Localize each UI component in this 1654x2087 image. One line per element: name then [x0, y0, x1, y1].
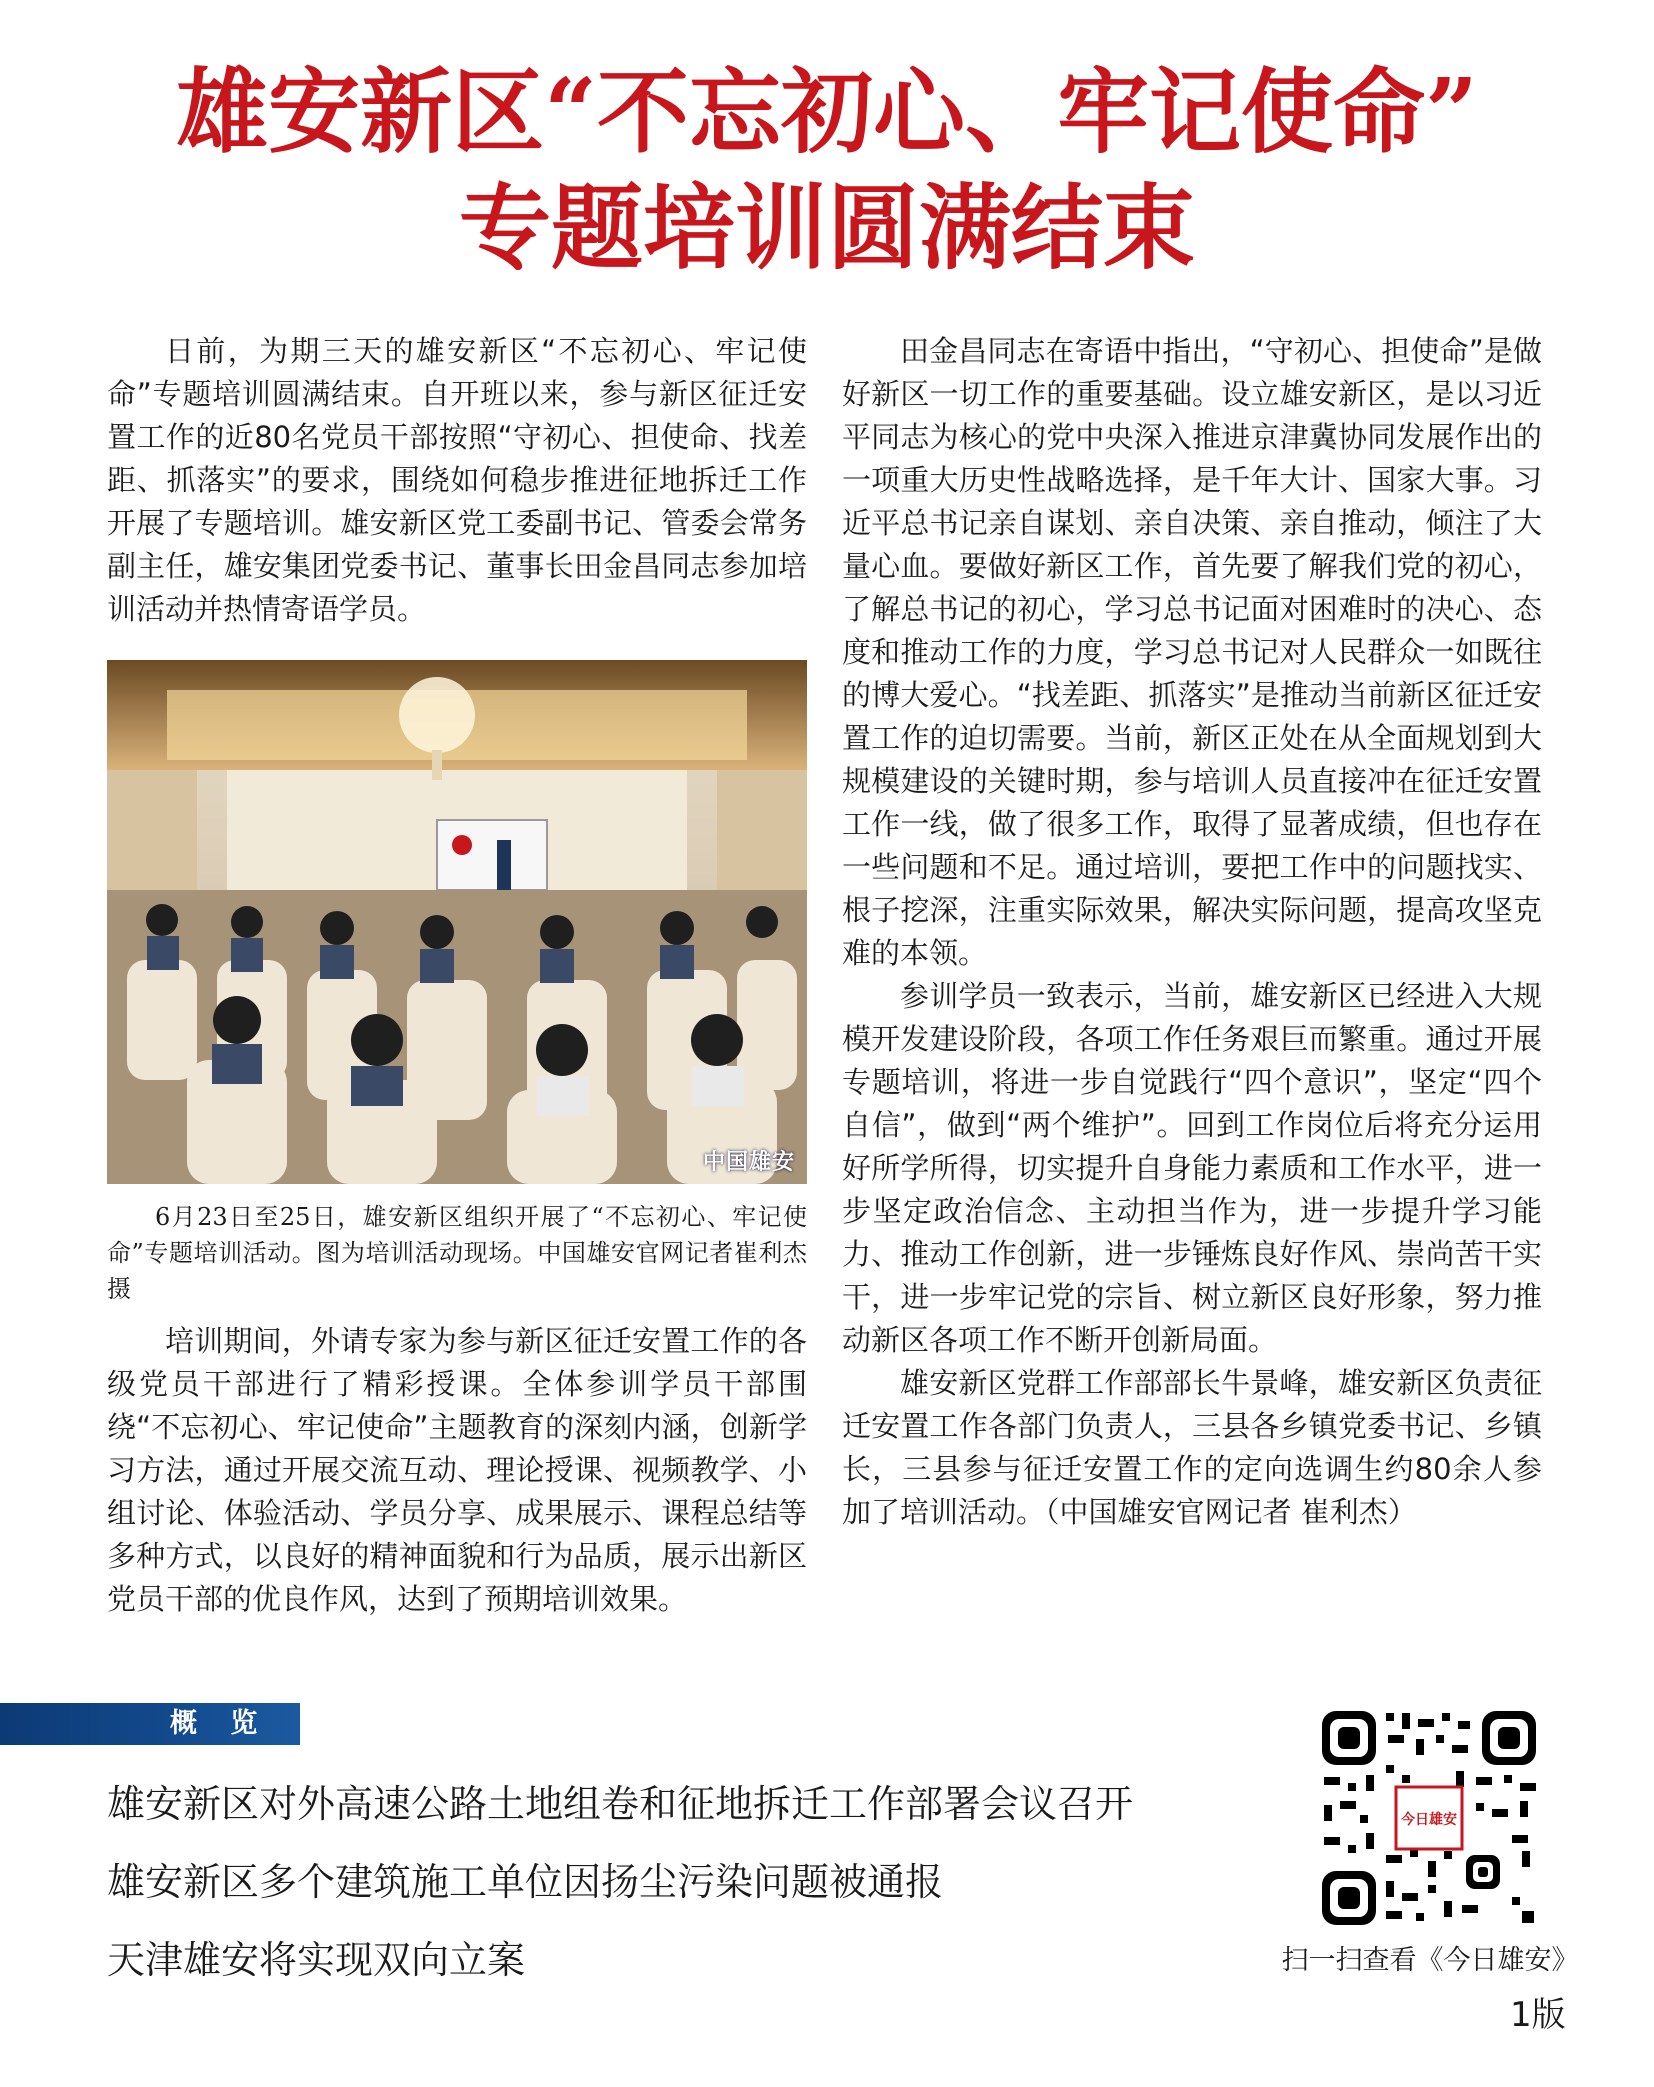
photo-caption: 6月23日至25日，雄安新区组织开展了“不忘初心、牢记使命”专题培训活动。图为培训活动现场。中国雄安官网记者崔利杰 摄: [107, 1203, 807, 1303]
article-paragraph: 日前，为期三天的雄安新区“不忘初心、牢记使命”专题培训圆满结束。自开班以来，参与新区征迁安置工作的近80名党员干部按照“守初心、担使命、找差距、抓落实”的要求，围绕如何稳步推进征地拆迁工作开展了专题培训。雄安新区党工委副书记、管委会常务副主任，雄安集团党委书记、董事长田金昌同志参加培训活动并热情寄语学员。: [107, 334, 807, 626]
qr-code[interactable]: [1316, 1705, 1542, 1931]
overview-label: 概 览: [170, 1708, 270, 1739]
headline-line-1: 雄安新区“不忘初心、牢记使命”: [176, 58, 1478, 166]
headline-line-2: 专题培训圆满结束: [458, 174, 1195, 282]
article-column-left-bottom: [107, 1320, 807, 1621]
qr-center-label: 今日雄安: [1401, 1812, 1457, 1828]
photo-watermark: 中国雄安: [702, 1149, 795, 1175]
article-column-left-top: [107, 330, 807, 631]
article-paragraph: 雄安新区党群工作部部长牛景峰，雄安新区负责征迁安置工作各部门负责人，三县各乡镇党委书记、乡镇长，三县参与征迁安置工作的定向选调生约80余人参加了培训活动。（中国雄安官网记者 崔利杰）: [842, 1366, 1542, 1529]
qr-caption: 扫一扫查看《今日雄安》: [1281, 1945, 1579, 1976]
page-number: 1版: [1510, 1995, 1566, 2035]
article-column-right: [842, 330, 1542, 1534]
overview-item-1[interactable]: 雄安新区对外高速公路土地组卷和征地拆迁工作部署会议召开: [107, 1782, 1134, 1826]
article-paragraph: 田金昌同志在寄语中指出，“守初心、担使命”是做好新区一切工作的重要基础。设立雄安新区，是以习近平同志为核心的党中央深入推进京津冀协同发展作出的一项重大历史性战略选择，是千年大计、国家大事。习近平总书记亲自谋划、亲自决策、亲自推动，倾注了大量心血。要做好新区工作，首先要了解我们党的初心，了解总书记的初心，学习总书记面对困难时的决心、态度和推动工作的力度，学习总书记对人民群众一如既往的博大爱心。“找差距、抓落实”是推动当前新区征迁安置工作的迫切需要。当前，新区正处在从全面规划到大规模建设的关键时期，参与培训人员直接冲在征迁安置工作一线，做了很多工作，取得了显著成绩，但也存在一些问题和不足。通过培训，要把工作中的问题找实、根子挖深，注重实际效果，解决实际问题，提高攻坚克难的本领。: [842, 334, 1542, 970]
overview-item-3[interactable]: 天津雄安将实现双向立案: [107, 1938, 526, 1982]
training-photo: [107, 660, 807, 1184]
article-paragraph: 参训学员一致表示，当前，雄安新区已经进入大规模开发建设阶段，各项工作任务艰巨而繁重。通过开展专题培训，将进一步自觉践行“四个意识”，坚定“四个自信”，做到“两个维护”。回到工作岗位后将充分运用好所学所得，切实提升自身能力素质和工作水平，进一步坚定政治信念、主动担当作为，进一步提升学习能力、推动工作创新，进一步锤炼良好作风、崇尚苦干实干，进一步牢记党的宗旨、树立新区良好形象，努力推动新区各项工作不断开创新局面。: [842, 979, 1542, 1357]
overview-item-2[interactable]: 雄安新区多个建筑施工单位因扬尘污染问题被通报: [107, 1860, 944, 1904]
article-paragraph: 培训期间，外请专家为参与新区征迁安置工作的各级党员干部进行了精彩授课。全体参训学员干部围绕“不忘初心、牢记使命”主题教育的深刻内涵，创新学习方法，通过开展交流互动、理论授课、视频教学、小组讨论、体验活动、学员分享、成果展示、课程总结等多种方式，以良好的精神面貌和行为品质，展示出新区党员干部的优良作风，达到了预期培训效果。: [107, 1324, 807, 1616]
